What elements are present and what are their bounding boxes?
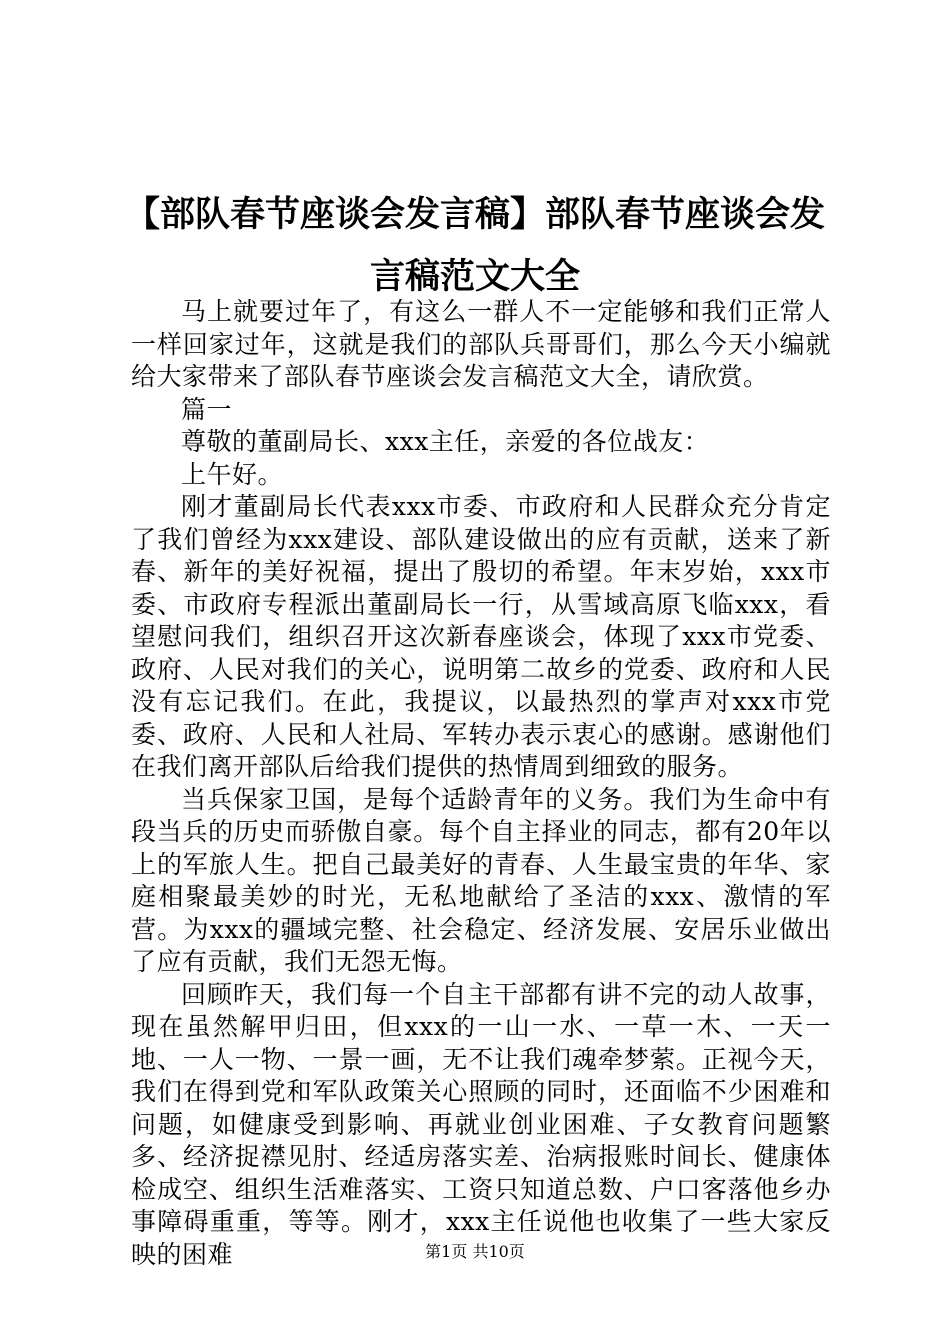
- paragraph-body-2: 当兵保家卫国，是每个适龄青年的义务。我们为生命中有段当兵的历史而骄傲自豪。每个自主择业的同志，都有20年以上的军旅人生。把自己最美好的青春、人生最宝贵的年华、家庭相聚最美妙的时光，无私地献给了圣洁的xxx、激情的军营。为xxx的疆域完整、社会稳定、经济发展、安居乐业做出了应有贡献，我们无怨无悔。: [131, 784, 831, 976]
- document-body: [131, 296, 831, 1271]
- document-title: 【部队春节座谈会发言稿】部队春节座谈会发言稿范文大全: [124, 194, 825, 297]
- paragraph-body-1: 刚才董副局长代表xxx市委、市政府和人民群众充分肯定了我们曾经为xxx建设、部队建设做出的应有贡献，送来了新春、新年的美好祝福，提出了殷切的希望。年末岁始，xxx市委、市政府专程派出董副局长一行，从雪域高原飞临xxx，看望慰问我们，组织召开这次新春座谈会，体现了xxx市党委、政府、人民对我们的关心，说明第二故乡的党委、政府和人民没有忘记我们。在此，我提议，以最热烈的掌声对xxx市党委、政府、人民和人社局、军转办表示衷心的感谢。感谢他们在我们离开部队后给我们提供的热情周到细致的服务。: [131, 492, 831, 781]
- page-number-footer: 第1页 共10页: [425, 1242, 525, 1261]
- paragraph-salutation: 尊敬的董副局长、xxx主任，亲爱的各位战友：: [181, 427, 710, 456]
- paragraph-section-label: 篇一: [181, 394, 233, 424]
- paragraph-intro: 马上就要过年了，有这么一群人不一定能够和我们正常人一样回家过年，这就是我们的部队兵哥哥们，那么今天小编就给大家带来了部队春节座谈会发言稿范文大全，请欣赏。: [131, 297, 831, 391]
- paragraph-body-3: 回顾昨天，我们每一个自主干部都有讲不完的动人故事，现在虽然解甲归田，但xxx的一山一水、一草一木、一天一地、一人一物、一景一画，无不让我们魂牵梦萦。正视今天，我们在得到党和军队政策关心照顾的同时，还面临不少困难和问题，如健康受到影响、再就业创业困难、子女教育问题繁多、经济捉襟见肘、经适房落实差、治病报账时间长、健康体检成空、组织生活难落实、工资只知道总数、户口客落他乡办事障碍重重，等等。刚才，xxx主任说他也收集了一些大家反映的困难: [131, 979, 831, 1269]
- paragraph-greeting: 上午好。: [181, 459, 284, 489]
